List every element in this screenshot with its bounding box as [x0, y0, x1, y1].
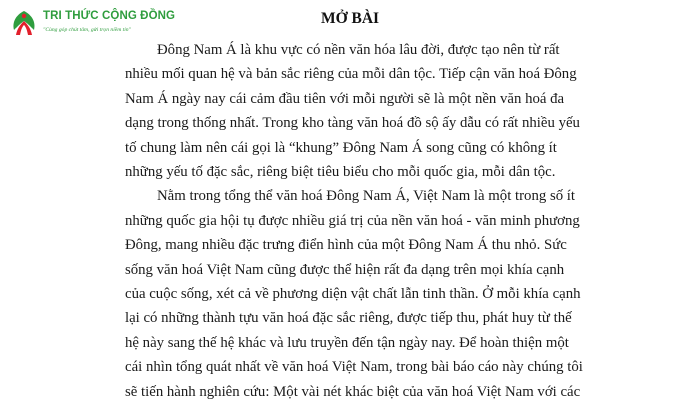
- text-line: hệ này sang thế hệ khác và lưu truyền đến tận ngày nay. Để hoàn thiện một: [125, 334, 569, 351]
- text-line: sống văn hoá Việt Nam cũng được thể hiện rất đa dạng trên mọi khía cạnh: [125, 261, 565, 278]
- text-line: Nằm trong tổng thể văn hoá Đông Nam Á, Việt Nam là một trong số ít: [157, 188, 576, 205]
- text-line: nhiều mối quan hệ và bản sắc riêng của mỗi dân tộc. Tiếp cận văn hoá Đông: [125, 66, 577, 83]
- text-line: Đông Nam Á là khu vực có nền văn hóa lâu đời, được tạo nên từ rất: [157, 42, 560, 58]
- text-line: sẽ tiến hành nghiên cứu: Một vài nét khác biệt của văn hoá Việt Nam với các: [125, 383, 581, 400]
- brand-name: TRI THỨC CỘNG ĐỒNG: [43, 10, 176, 22]
- text-line: những yếu tố đặc sắc, riêng biệt tiêu biểu cho mỗi quốc gia, mỗi dân tộc.: [125, 164, 556, 181]
- text-line: tố chung làm nên cái gọi là “khung” Đông Nam Á song cũng có không ít: [125, 139, 557, 156]
- text-line: những quốc gia hội tụ được nhiều giá trị của nền văn hoá - văn minh phương: [125, 212, 580, 229]
- paragraph-2: [125, 184, 583, 400]
- text-line: Nam Á ngày nay cái cảm đầu tiên với mỗi người sẽ là một nền văn hoá đa: [125, 90, 565, 107]
- text-line: của cuộc sống, xét cả về phương diện vật chất lẫn tinh thần. Ở mỗi khía cạnh: [125, 286, 581, 303]
- page-title: MỞ BÀI: [320, 10, 380, 27]
- text-line: lại có những thành tựu văn hoá đặc sắc riêng, được tiếp thu, phát huy từ thế: [125, 310, 572, 327]
- text-line: Đông, mang nhiều đặc trưng điển hình của một Đông Nam Á thu nhỏ. Sức: [125, 237, 567, 254]
- brand-tagline: "Cùng góp chút tâm, gửi trọn niềm tin": [43, 27, 131, 33]
- text-line: dạng trong thống nhất. Trong kho tàng văn hoá đồ sộ ấy dẫu có rất nhiều yếu: [125, 115, 580, 132]
- document-body: [125, 38, 583, 400]
- text-line: cái nhìn tổng quát nhất về văn hoá Việt Nam, trong bài báo cáo này chúng tôi: [125, 359, 583, 376]
- paragraph-1: [125, 38, 580, 184]
